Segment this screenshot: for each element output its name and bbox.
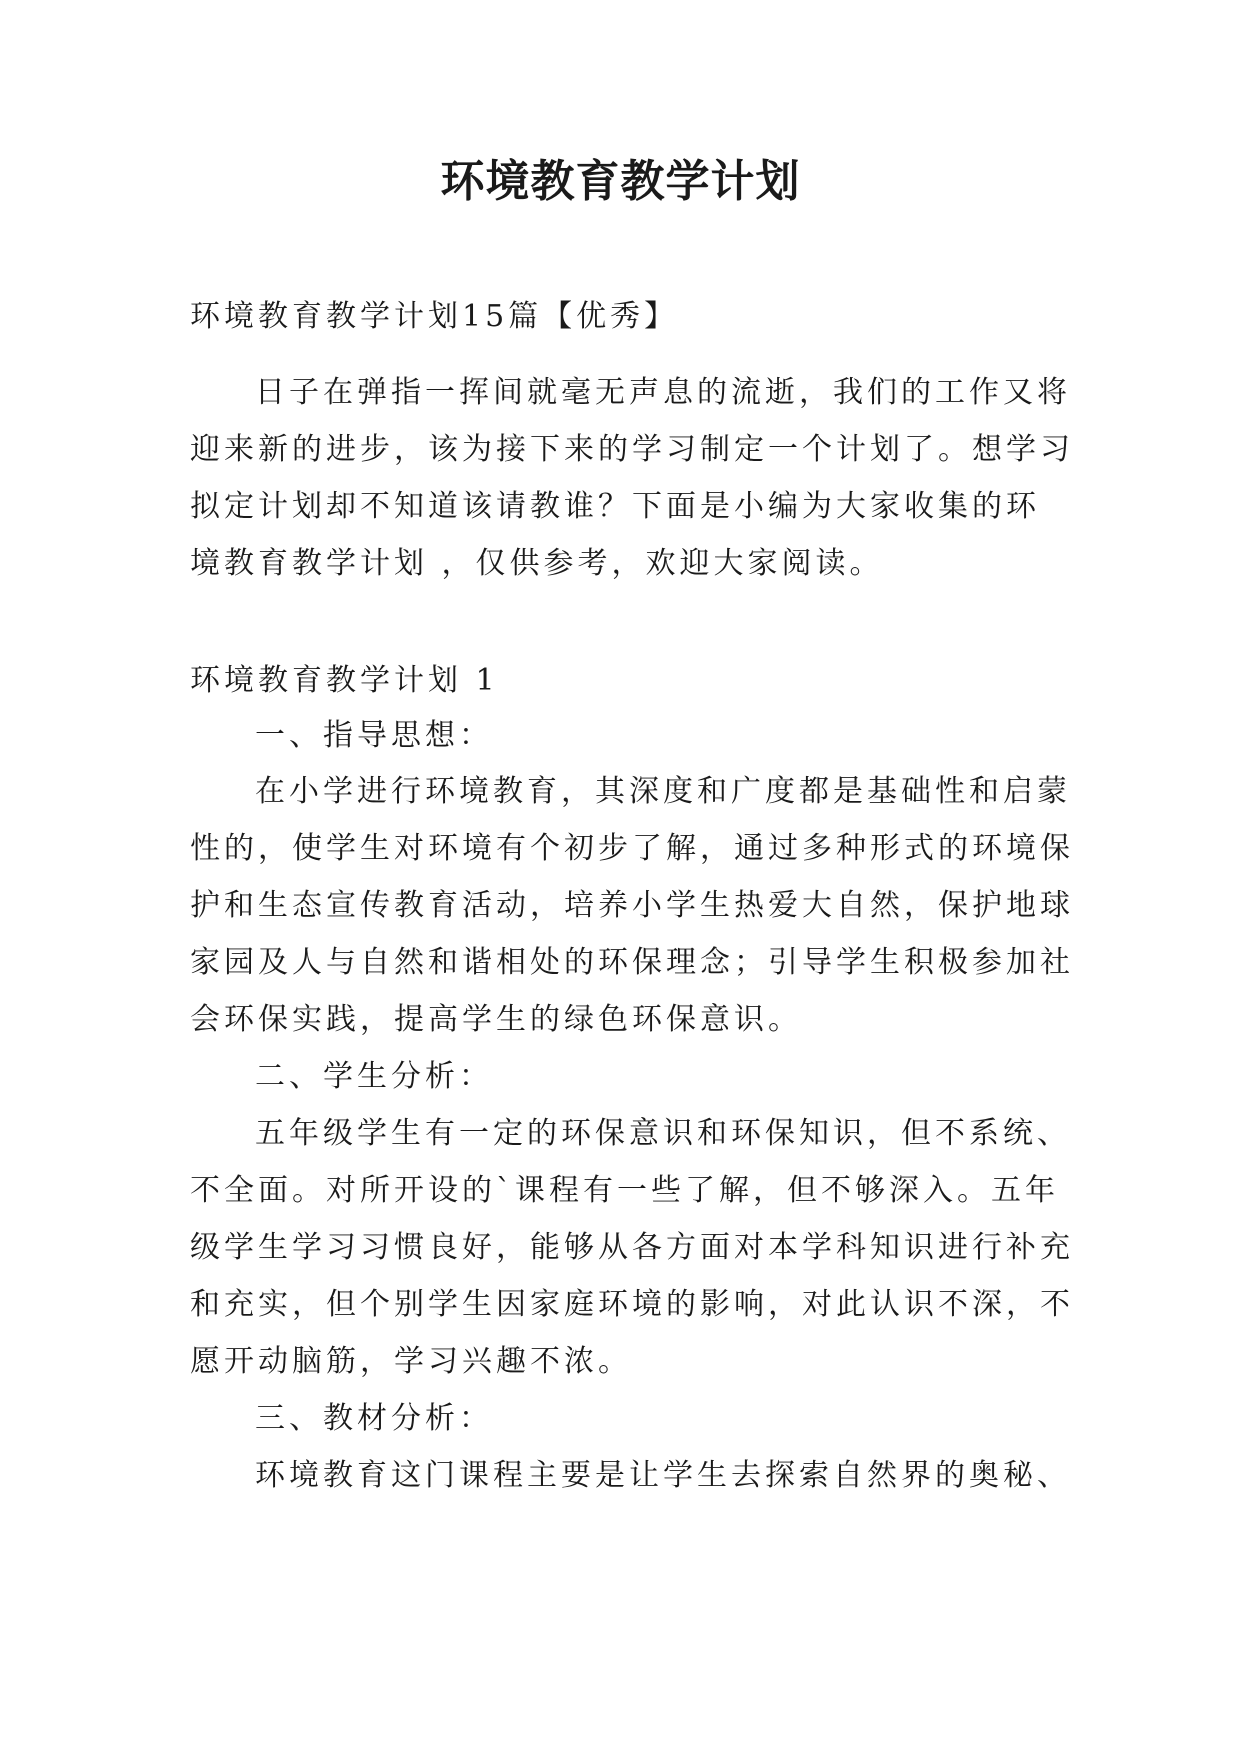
intro-line: 日子在弹指一挥间就毫无声息的流逝，我们的工作又将 xyxy=(255,375,1071,410)
paragraph-line: 愿开动脑筋，学习兴趣不浓。 xyxy=(190,1344,632,1379)
paragraph-line: 环境教育这门课程主要是让学生去探索自然界的奥秘、 xyxy=(255,1458,1071,1493)
paragraph-line: 不全面。对所开设的`课程有一些了解，但不够深入。五年 xyxy=(190,1173,1059,1208)
part2-heading: 二、学生分析： xyxy=(255,1059,493,1094)
part1-heading: 一、指导思想： xyxy=(255,718,493,753)
section-heading: 环境教育教学计划 1 xyxy=(190,663,499,698)
paragraph-line: 性的，使学生对环境有个初步了解，通过多种形式的环境保 xyxy=(190,831,1074,866)
paragraph-line: 五年级学生有一定的环保意识和环保知识，但不系统、 xyxy=(255,1116,1071,1151)
intro-line: 拟定计划却不知道该请教谁？下面是小编为大家收集的环 xyxy=(190,489,1040,524)
paragraph-line: 护和生态宣传教育活动，培养小学生热爱大自然，保护地球 xyxy=(190,888,1074,923)
intro-line: 境教育教学计划 ，仅供参考，欢迎大家阅读。 xyxy=(190,546,884,581)
paragraph-line: 家园及人与自然和谐相处的环保理念；引导学生积极参加社 xyxy=(190,945,1074,980)
paragraph-line: 在小学进行环境教育，其深度和广度都是基础性和启蒙 xyxy=(255,774,1071,809)
part3-heading: 三、教材分析： xyxy=(255,1401,493,1436)
document-subtitle: 环境教育教学计划15篇【优秀】 xyxy=(190,299,679,334)
paragraph-line: 级学生学习习惯良好，能够从各方面对本学科知识进行补充 xyxy=(190,1230,1074,1265)
paragraph-line: 会环保实践，提高学生的绿色环保意识。 xyxy=(190,1002,802,1037)
paragraph-line: 和充实，但个别学生因家庭环境的影响，对此认识不深，不 xyxy=(190,1287,1074,1322)
intro-line: 迎来新的进步，该为接下来的学习制定一个计划了。想学习 xyxy=(190,432,1074,467)
document-title: 环境教育教学计划 xyxy=(440,156,801,207)
